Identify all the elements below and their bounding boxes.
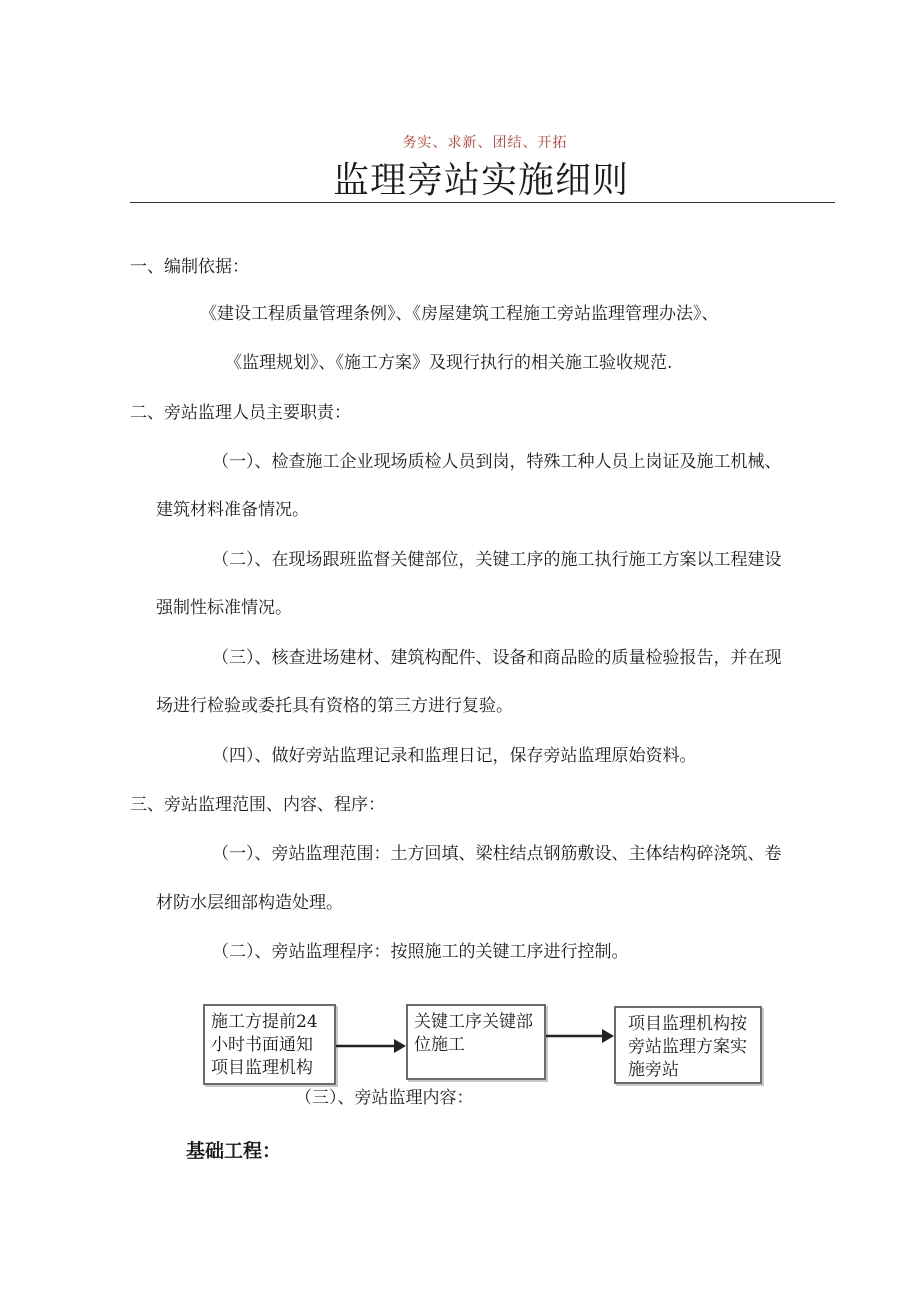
section3-item1-line2: 材防水层细部构造处理。 — [156, 893, 343, 913]
flow-arrow-1 — [336, 1036, 408, 1056]
section1-heading: 一、编制依据： — [130, 257, 249, 277]
section2-item1-line2: 建筑材料准备情况。 — [156, 500, 309, 520]
section3-item1-line1: （一）、旁站监理范围：土方回填、梁柱结点钢筋敷设、主体结构碎浇筑、卷 — [212, 844, 782, 864]
section2-item2-line2: 强制性标准情况。 — [156, 598, 292, 618]
section2-item2-line1: （二）、在现场跟班监督关健部位，关键工序的施工执行施工方案以工程建设 — [212, 550, 782, 570]
page-title: 监理旁站实施细则 — [332, 160, 629, 201]
flow-arrow-2-head — [602, 1029, 614, 1043]
section3-item2: （二）、旁站监理程序：按照施工的关键工序进行控制。 — [212, 942, 629, 962]
section3-heading: 三、旁站监理范围、内容、程序： — [130, 795, 385, 815]
title-divider — [130, 202, 835, 203]
foundation-subheading: 基础工程： — [186, 1140, 282, 1162]
flow-step-construction: 关键工序关键部位施工 — [406, 1004, 546, 1080]
flow-step-notify: 施工方提前24小时书面通知项目监理机构 — [203, 1004, 336, 1085]
section1-line1: 《建设工程质量管理条例》、《房屋建筑工程施工旁站监理管理办法》、 — [200, 304, 719, 324]
section2-item1-line1: （一）、检查施工企业现场质检人员到岗，特殊工种人员上岗证及施工机械、 — [212, 452, 782, 472]
motto: 务实、求新、团结、开拓 — [402, 135, 568, 151]
section2-item3-line2: 场进行检验或委托具有资格的第三方进行复验。 — [156, 696, 513, 716]
flow-arrow-2 — [546, 1026, 616, 1046]
section3-item3: （三）、旁站监理内容： — [295, 1088, 474, 1108]
section1-line2: 《监理规划》、《施工方案》及现行执行的相关施工验收规范. — [225, 353, 673, 373]
section2-heading: 二、旁站监理人员主要职责： — [130, 403, 351, 423]
flow-arrow-1-head — [394, 1039, 406, 1053]
section2-item3-line1: （三）、核查进场建材、建筑构配件、设备和商品睑的质量检验报告，并在现 — [212, 648, 782, 668]
section2-item4: （四）、做好旁站监理记录和监理日记，保存旁站监理原始资料。 — [212, 746, 697, 766]
flow-step-supervision: 项目监理机构按旁站监理方案实施旁站 — [614, 1006, 762, 1084]
